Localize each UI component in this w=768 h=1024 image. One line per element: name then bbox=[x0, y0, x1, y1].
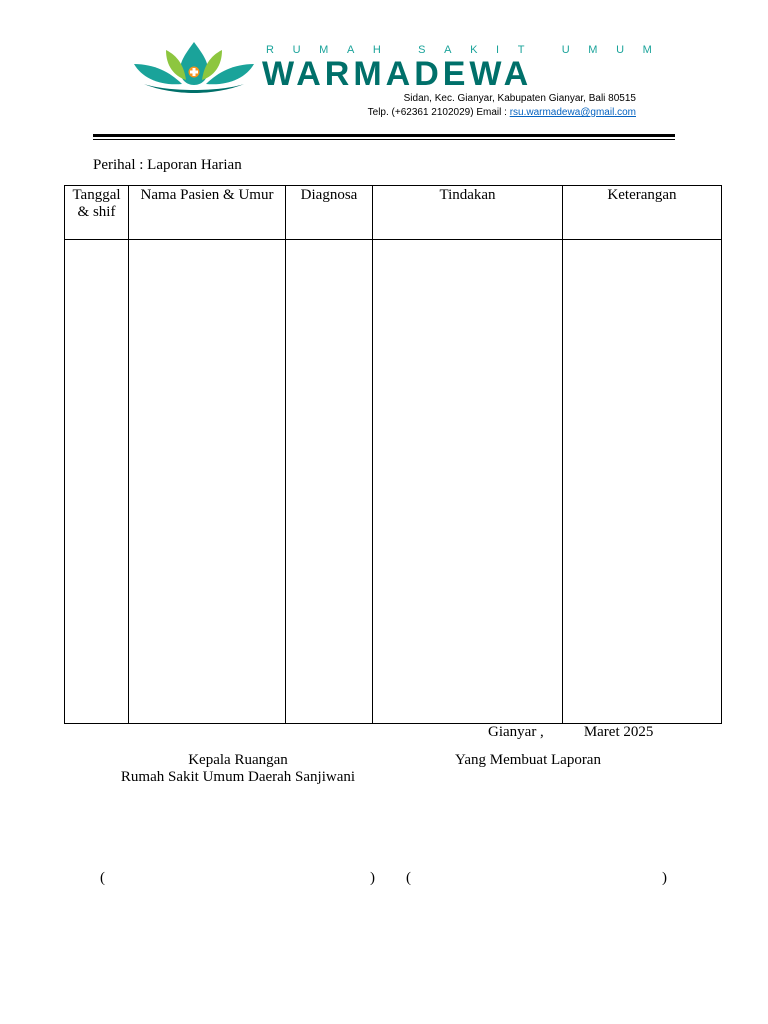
left-signer-org: Rumah Sakit Umum Daerah Sanjiwani bbox=[120, 769, 356, 785]
right-signer-title: Yang Membuat Laporan bbox=[455, 752, 601, 768]
header-divider-thin bbox=[93, 139, 675, 140]
right-name-close-paren: ) bbox=[662, 870, 667, 886]
signature-place: Gianyar , bbox=[488, 724, 544, 740]
cell-patient-name-age[interactable] bbox=[129, 240, 286, 724]
daily-report-table bbox=[64, 185, 722, 724]
cell-date-shift[interactable] bbox=[65, 240, 129, 724]
table-row bbox=[65, 240, 722, 724]
cell-action[interactable] bbox=[373, 240, 563, 724]
hospital-tagline: R U M A H S A K I T U M U M bbox=[266, 44, 652, 56]
header-date-shift: Tanggal & shif bbox=[65, 186, 129, 240]
left-name-open-paren: ( bbox=[100, 870, 105, 886]
header-remarks: Keterangan bbox=[563, 186, 722, 240]
header-divider-thick bbox=[93, 134, 675, 137]
document-subject: Perihal : Laporan Harian bbox=[93, 157, 242, 173]
header-patient-name-age: Nama Pasien & Umur bbox=[129, 186, 286, 240]
hospital-brand-name: WARMADEWA bbox=[262, 55, 533, 93]
cell-remarks[interactable] bbox=[563, 240, 722, 724]
header-action: Tindakan bbox=[373, 186, 563, 240]
contact-prefix: Telp. (+62361 2102029) Email : bbox=[367, 107, 507, 118]
place-date-line bbox=[488, 724, 653, 741]
header-diagnosis: Diagnosa bbox=[286, 186, 373, 240]
signature-left-block bbox=[110, 752, 366, 786]
left-signer-title: Kepala Ruangan bbox=[188, 752, 288, 768]
hospital-address bbox=[368, 92, 636, 120]
address-line: Sidan, Kec. Gianyar, Kabupaten Gianyar, Bali 80515 bbox=[403, 93, 636, 104]
right-name-open-paren: ( bbox=[406, 870, 411, 886]
contact-line bbox=[368, 106, 636, 120]
signature-right-block bbox=[440, 752, 616, 769]
cell-diagnosis[interactable] bbox=[286, 240, 373, 724]
email-link[interactable]: rsu.warmadewa@gmail.com bbox=[509, 107, 636, 118]
hospital-logo bbox=[130, 40, 258, 94]
signature-date: Maret 2025 bbox=[583, 724, 654, 740]
table-header-row bbox=[65, 186, 722, 240]
left-name-close-paren: ) bbox=[370, 870, 375, 886]
